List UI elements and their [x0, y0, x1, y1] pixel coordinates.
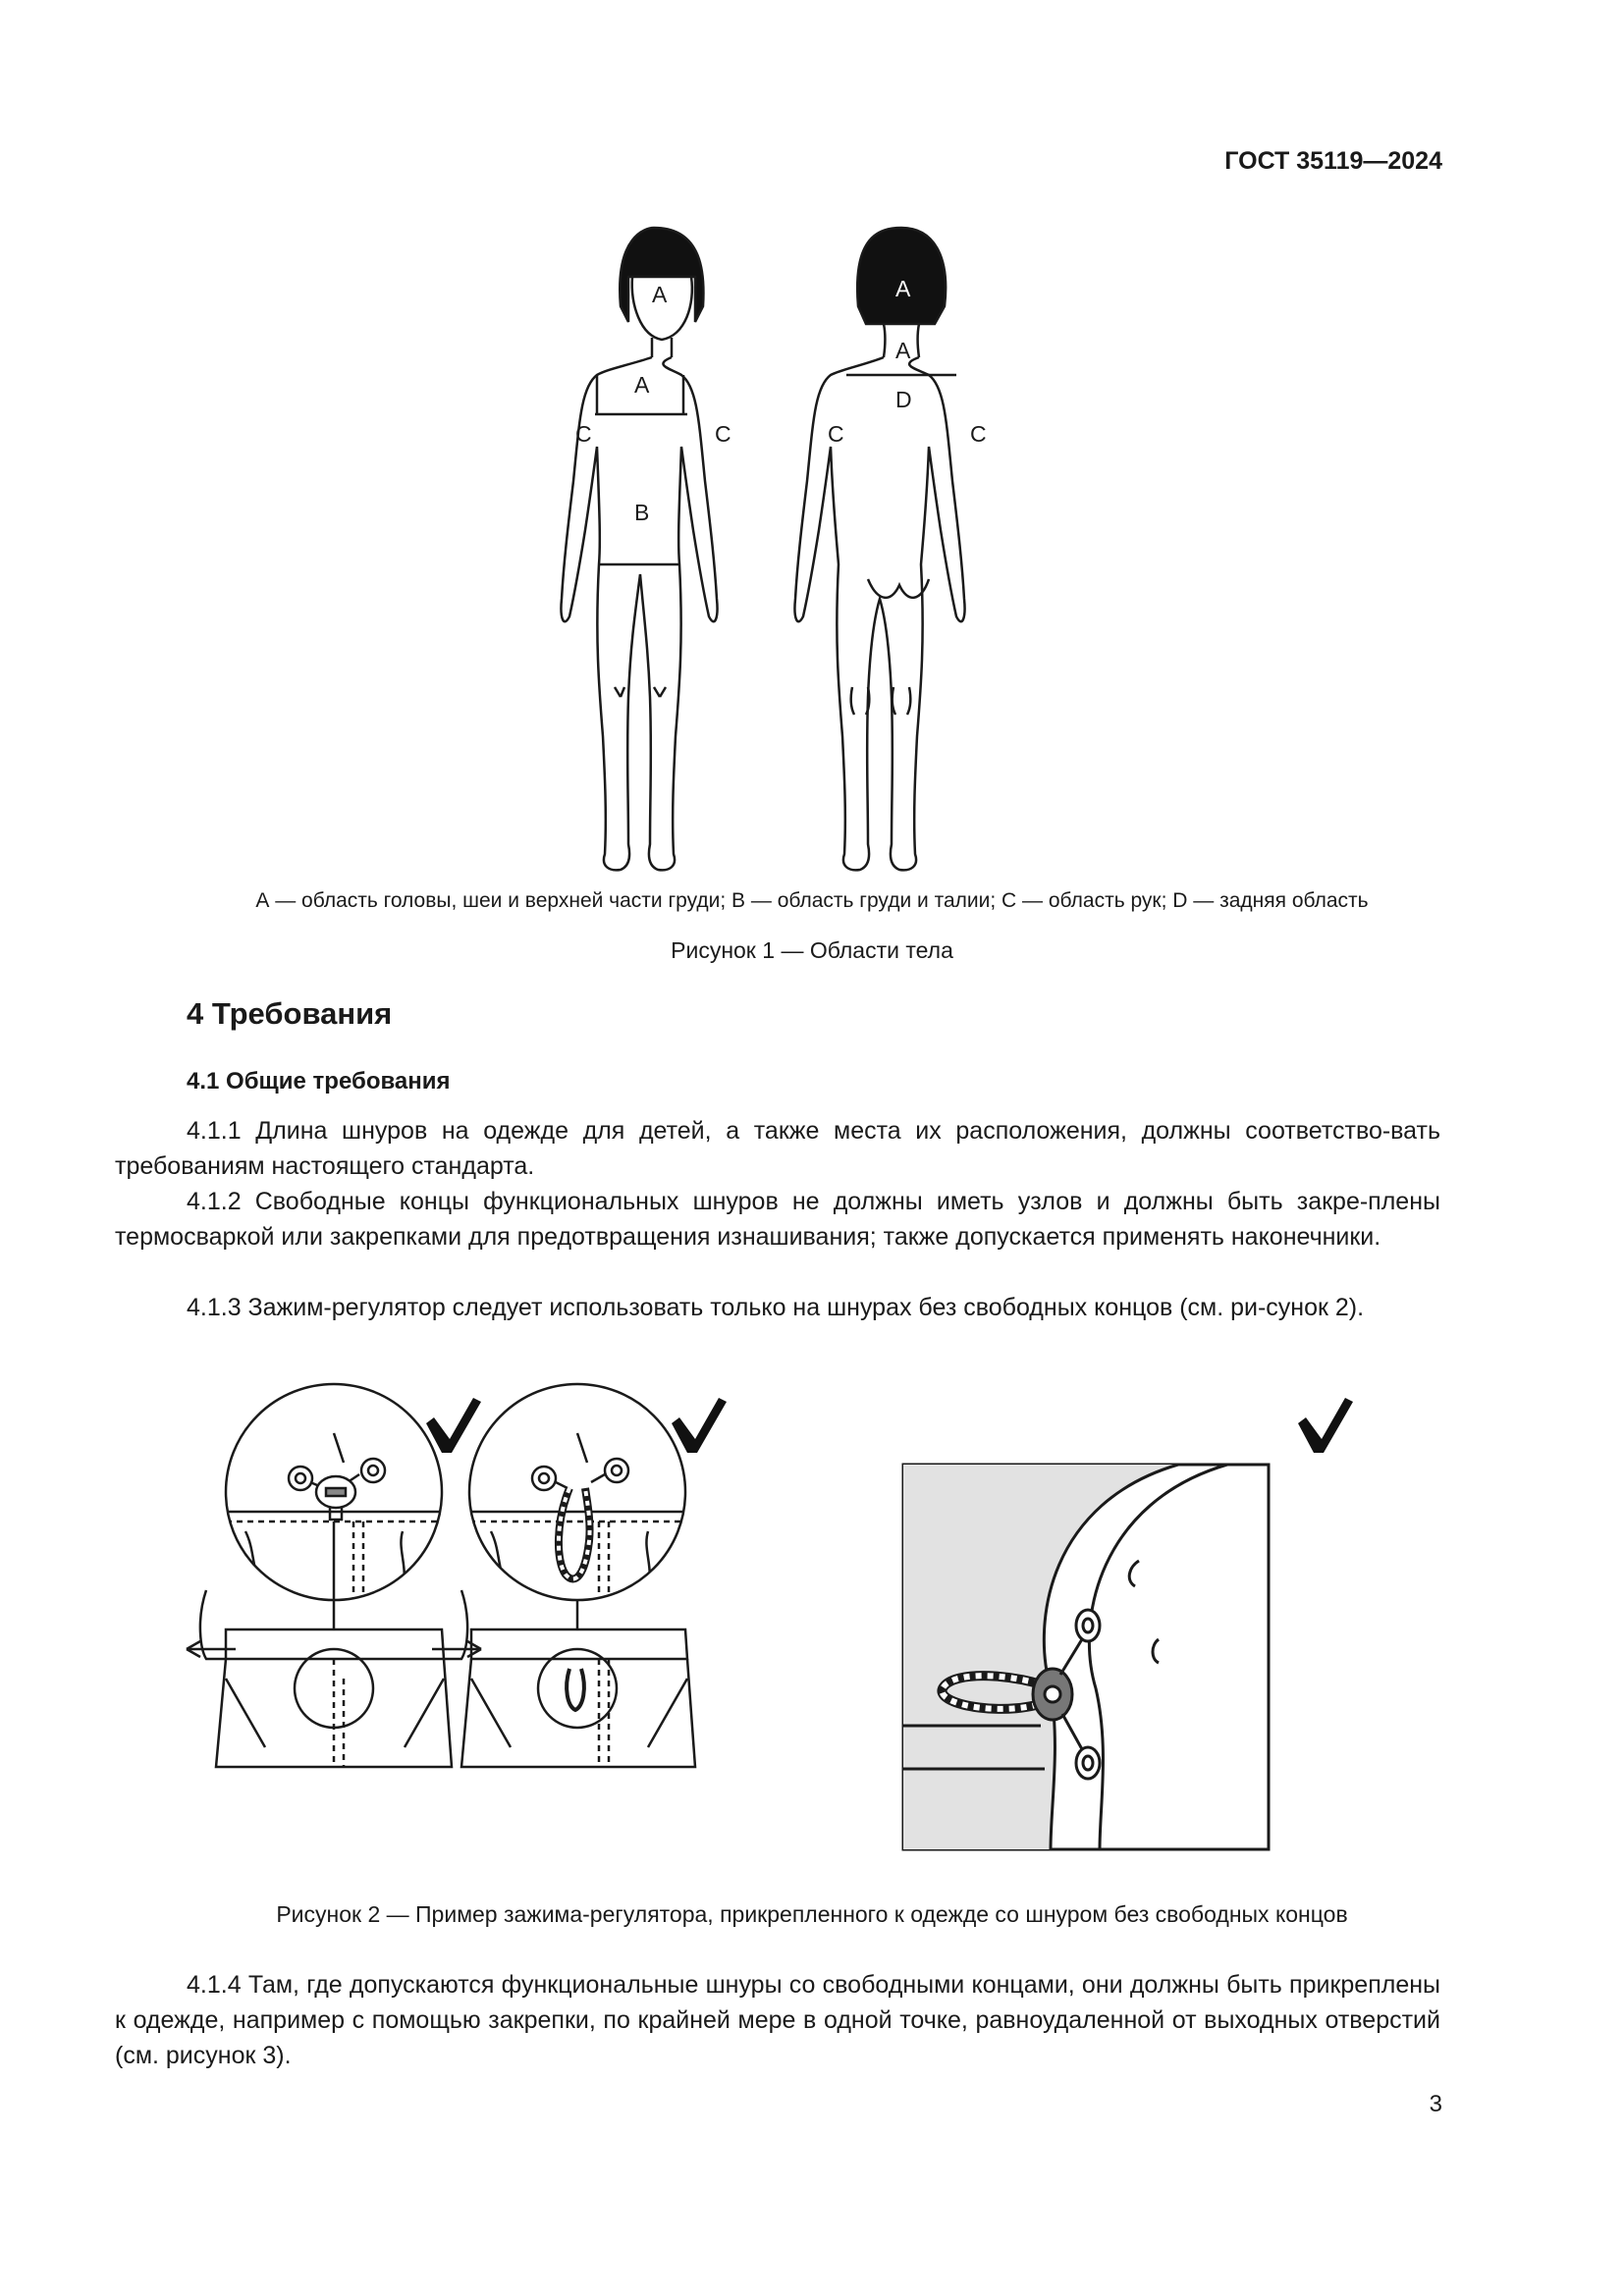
back-right-knee: [893, 687, 911, 715]
example-1-zoom: [226, 1384, 442, 1610]
front-zone-label-head: A: [652, 282, 668, 307]
figure-1-legend: А — область головы, шеи и верхней части груди; В — область груди и талии; С — область рук; D — задняя область: [255, 889, 1369, 912]
back-body: [794, 357, 964, 870]
example-2-garment: [461, 1600, 695, 1767]
figure-2-cord-lock-examples: [187, 1394, 1463, 1885]
back-zone-label-upper: D: [895, 387, 912, 412]
front-zone-label-torso: B: [634, 500, 650, 525]
back-buttocks: [868, 579, 929, 598]
example-1-garment: [187, 1590, 481, 1767]
example-3-detail-panel: [903, 1465, 1269, 1849]
paragraph-4-1-1: 4.1.1 Длина шнуров на одежде для детей, а также места их расположения, должны соответство-вать требованиям настоящего стандарта.: [115, 1117, 1440, 1180]
standard-code: ГОСТ 35119—2024: [1224, 147, 1442, 175]
front-figure: [561, 228, 717, 870]
example-2-zoom: [469, 1384, 685, 1610]
check-icon: [1298, 1398, 1353, 1453]
check-icon: [426, 1398, 481, 1453]
back-zone-label-left-arm: C: [828, 421, 844, 447]
back-left-knee: [851, 687, 870, 715]
back-figure: [794, 228, 964, 870]
subsection-heading: 4.1 Общие требования: [187, 1068, 451, 1095]
back-zone-label-head: A: [895, 276, 911, 301]
paragraph-4-1-2: 4.1.2 Свободные концы функциональных шнуров не должны иметь узлов и должны быть закре-плены термосваркой или закрепками для предотвращения изнашивания; также допускается применять наконечники.: [115, 1188, 1440, 1251]
front-right-knee: [654, 687, 666, 697]
check-icon: [672, 1398, 727, 1453]
paragraph-4-1-3: 4.1.3 Зажим-регулятор следует использовать только на шнурах без свободных концов (см. ри-сунок 2).: [187, 1294, 1365, 1321]
front-zone-label-right-arm: C: [715, 421, 731, 447]
section-heading: 4 Требования: [187, 996, 393, 1031]
front-zone-label-left-arm: C: [575, 421, 592, 447]
page-number: 3: [1429, 2091, 1442, 2117]
front-left-knee: [615, 687, 624, 697]
figure-1-caption: Рисунок 1 — Области тела: [671, 937, 953, 963]
back-zone-label-neck: A: [895, 338, 911, 363]
paragraph-4-1-4: 4.1.4 Там, где допускаются функциональные шнуры со свободными концами, они должны быть прикреплены к одежде, например с помощью закрепки, по крайней мере в одной точке, равноудаленной от выходных отверстий (см. рисунок 3).: [115, 1971, 1440, 2069]
figure-2-caption: Рисунок 2 — Пример зажима-регулятора, прикрепленного к одежде со шнуром без свободных концов: [276, 1901, 1348, 1927]
front-zone-label-neck: A: [634, 372, 650, 398]
figure-1-body-zones: [530, 226, 1041, 883]
back-zone-label-right-arm: C: [970, 421, 987, 447]
